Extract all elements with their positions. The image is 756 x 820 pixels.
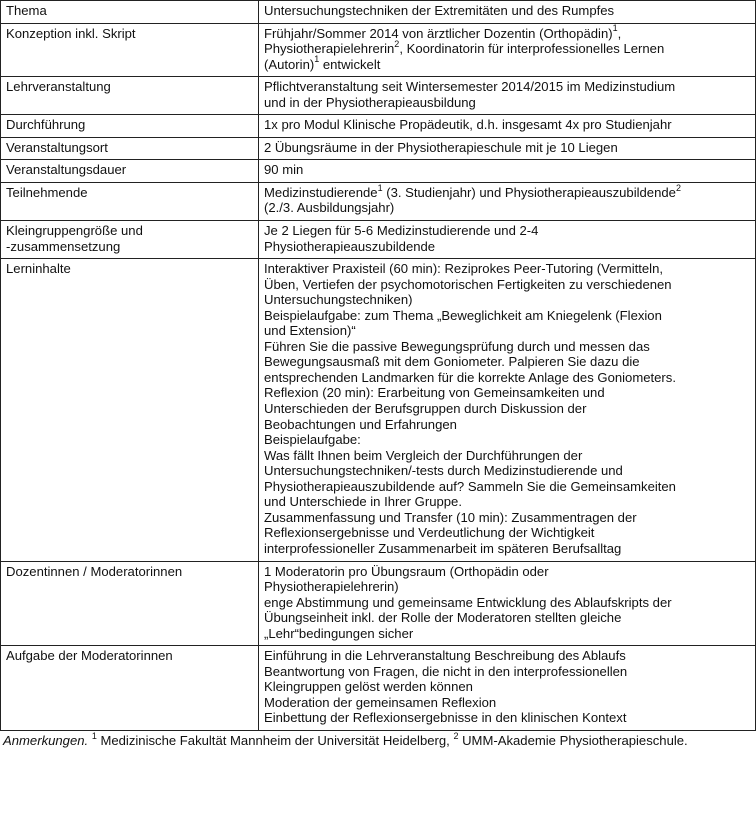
footnote-prefix: Anmerkungen. (3, 732, 89, 748)
row-value-cell (259, 221, 756, 259)
row-value-text: Bewegungsausmaß mit dem Goniometer. Palpieren Sie dazu die (264, 354, 640, 370)
row-value-text: (3. Studienjahr) und Physiotherapieauszubildende (382, 184, 676, 200)
row-value-text: und in der Physiotherapieausbildung (264, 94, 476, 110)
row-value-text: und Unterschiede in Ihrer Gruppe. (264, 494, 462, 510)
row-value-line (264, 479, 749, 495)
row-value-text: Beobachtungen und Erfahrungen (264, 416, 457, 432)
row-value-line (264, 200, 749, 216)
row-value-text: interprofessioneller Zusammenarbeit im späteren Berufsalltag (264, 540, 622, 556)
row-value-text: Interaktiver Praxisteil (60 min): Reziprokes Peer-Tutoring (Vermitteln, (264, 261, 664, 277)
row-label: Durchführung (6, 117, 86, 133)
row-value-cell (259, 160, 756, 183)
info-table-body (1, 1, 756, 731)
row-value-line (264, 140, 749, 156)
row-value-line (264, 610, 749, 626)
row-value-text: Üben, Vertiefen der psychomotorischen Fertigkeiten zu verschiedenen (264, 276, 672, 292)
footnote-ref: 1 (377, 182, 383, 193)
row-value-cell (259, 23, 756, 77)
table-row (1, 646, 756, 731)
row-value-line (264, 308, 749, 324)
row-label: Veranstaltungsort (6, 139, 108, 155)
row-value-text: , Koordinatorin für interprofessionelles Lernen (399, 41, 665, 57)
row-label: Lerninhalte (6, 261, 71, 277)
row-value-text: Kleingruppen gelöst werden können (264, 679, 473, 695)
footnote-marker-2: 2 (453, 730, 459, 741)
row-value-line (264, 432, 749, 448)
row-value-text: Frühjahr/Sommer 2014 von ärztlicher Dozentin (Orthopädin) (264, 25, 613, 41)
row-label: Veranstaltungsdauer (6, 162, 127, 178)
row-label-cell (1, 646, 259, 731)
row-value-line (264, 162, 749, 178)
row-value-line (264, 401, 749, 417)
table-row (1, 561, 756, 646)
row-value-text: Zusammenfassung und Transfer (10 min): Zusammentragen der (264, 509, 637, 525)
row-value-text: entsprechenden Landmarken für die korrekte Anlage des Goniometers. (264, 369, 676, 385)
row-label: Thema (6, 3, 47, 18)
row-value-text: Physiotherapieauszubildende (264, 238, 436, 254)
row-value-text: Pflichtveranstaltung seit Wintersemester 2014/2015 im Medizinstudium (264, 79, 676, 95)
row-value-line (264, 664, 749, 680)
row-label-cell (1, 182, 259, 220)
footnote-ref: 1 (314, 54, 320, 65)
footnote (0, 731, 743, 749)
row-value-cell (259, 115, 756, 138)
row-value-line (264, 595, 749, 611)
row-value-text: 1x pro Modul Klinische Propädeutik, d.h. insgesamt 4x pro Studienjahr (264, 117, 672, 133)
footnote-marker-1: 1 (91, 730, 97, 741)
row-value-cell (259, 137, 756, 160)
row-value-line (264, 223, 749, 239)
row-value-line (264, 579, 749, 595)
row-value-text: , (617, 25, 622, 41)
row-value-text: Beantwortung von Fragen, die nicht in den interprofessionellen (264, 663, 628, 679)
row-label-cell (1, 77, 259, 115)
row-label-cell (1, 561, 259, 646)
row-label: -zusammensetzung (6, 238, 121, 254)
row-value-text: Beispielaufgabe: zum Thema „Beweglichkeit am Kniegelenk (Flexion (264, 307, 662, 323)
row-value-line (264, 323, 749, 339)
row-value-cell (259, 1, 756, 24)
row-value-line (264, 354, 749, 370)
row-value-line (264, 339, 749, 355)
row-value-text: Je 2 Liegen für 5-6 Medizinstudierende und 2-4 (264, 223, 539, 239)
footnote-ref: 1 (612, 23, 618, 34)
row-value-line (264, 417, 749, 433)
row-value-line (264, 38, 749, 57)
row-label-cell (1, 137, 259, 160)
row-label: Kleingruppengröße und (6, 223, 143, 239)
row-value-text: (Autorin) (264, 56, 315, 72)
row-label-cell (1, 1, 259, 24)
row-value-text: Reflexionsergebnisse und Verdeutlichung der Wichtigkeit (264, 525, 595, 541)
row-value-line (264, 710, 749, 726)
footnote-ref: 2 (675, 182, 681, 193)
footnote-ref: 2 (394, 38, 400, 49)
row-label-cell (1, 23, 259, 77)
row-value-line (264, 277, 749, 293)
row-label-cell (1, 115, 259, 138)
row-value-text: Physiotherapielehrerin) (264, 579, 399, 595)
table-row (1, 137, 756, 160)
table-row (1, 115, 756, 138)
row-value-text: 90 min (264, 162, 304, 178)
row-value-cell (259, 77, 756, 115)
row-value-text: 1 Moderatorin pro Übungsraum (Orthopädin oder (264, 563, 549, 579)
row-value-line (264, 54, 749, 73)
row-value-cell (259, 646, 756, 731)
row-value-line (264, 648, 749, 664)
row-value-line (264, 23, 749, 42)
row-label-cell (1, 259, 259, 561)
row-value-line (264, 626, 749, 642)
row-value-text: Einführung in die Lehrveranstaltung Beschreibung des Ablaufs (264, 648, 626, 664)
row-value-text: „Lehr“bedingungen sicher (264, 625, 414, 641)
row-label-cell (1, 160, 259, 183)
row-value-line (264, 95, 749, 111)
row-value-line (264, 525, 749, 541)
row-value-line (264, 385, 749, 401)
table-row (1, 182, 756, 220)
table-row (1, 221, 756, 259)
row-value-line (264, 261, 749, 277)
row-value-line (264, 182, 749, 201)
row-label: Dozentinnen / Moderatorinnen (6, 563, 183, 579)
table-row (1, 160, 756, 183)
row-value-text: Reflexion (20 min): Erarbeitung von Gemeinsamkeiten und (264, 385, 605, 401)
row-value-line (264, 292, 749, 308)
row-value-line (264, 564, 749, 580)
row-label: Teilnehmende (6, 184, 88, 200)
row-value-line (264, 679, 749, 695)
table-row (1, 1, 756, 24)
table-row (1, 77, 756, 115)
row-value-text: und Extension)“ (264, 323, 356, 339)
row-value-text: Physiotherapielehrerin (264, 41, 395, 57)
row-value-line (264, 494, 749, 510)
row-value-line (264, 510, 749, 526)
row-value-text: Untersuchungstechniken/-tests durch Medizinstudierende und (264, 463, 623, 479)
row-value-text: Untersuchungstechniken) (264, 292, 413, 308)
table-row (1, 23, 756, 77)
row-value-text: Einbettung der Reflexionsergebnisse in den klinischen Kontext (264, 710, 627, 726)
row-label: Lehrveranstaltung (6, 79, 111, 95)
row-value-line (264, 370, 749, 386)
row-label-cell (1, 221, 259, 259)
row-value-text: Untersuchungstechniken der Extremitäten und des Rumpfes (264, 3, 615, 18)
table-row (1, 259, 756, 561)
row-value-line (264, 3, 749, 19)
row-value-text: Moderation der gemeinsamen Reflexion (264, 694, 497, 710)
row-label: Aufgabe der Moderatorinnen (6, 648, 173, 664)
row-value-text: (2./3. Ausbildungsjahr) (264, 200, 395, 216)
row-value-cell (259, 259, 756, 561)
row-value-cell (259, 561, 756, 646)
row-value-text: Führen Sie die passive Bewegungsprüfung durch und messen das (264, 338, 650, 354)
row-value-text: Physiotherapieauszubildende auf? Sammeln Sie die Gemeinsamkeiten (264, 478, 676, 494)
row-value-text: 2 Übungsräume in der Physiotherapieschule mit je 10 Liegen (264, 139, 618, 155)
row-value-text: Übungseinheit inkl. der Rolle der Moderatoren stellten gleiche (264, 610, 622, 626)
row-value-line (264, 117, 749, 133)
footnote-text-1: Medizinische Fakultät Mannheim der Universität Heidelberg, (96, 732, 454, 748)
row-value-text: entwickelt (319, 56, 381, 72)
footnote-text-2: UMM-Akademie Physiotherapieschule. (458, 732, 688, 748)
row-value-text: Was fällt Ihnen beim Vergleich der Durchführungen der (264, 447, 583, 463)
row-value-text: Beispielaufgabe: (264, 432, 361, 448)
row-value-line (264, 695, 749, 711)
row-value-line (264, 239, 749, 255)
row-value-text: Unterschieden der Berufsgruppen durch Diskussion der (264, 401, 587, 417)
row-value-text: enge Abstimmung und gemeinsame Entwicklung des Ablaufskripts der (264, 594, 672, 610)
row-value-line (264, 79, 749, 95)
row-value-text: Medizinstudierende (264, 184, 378, 200)
row-value-cell (259, 182, 756, 220)
row-value-line (264, 448, 749, 464)
row-label: Konzeption inkl. Skript (6, 25, 136, 41)
row-value-line (264, 463, 749, 479)
row-value-line (264, 541, 749, 557)
